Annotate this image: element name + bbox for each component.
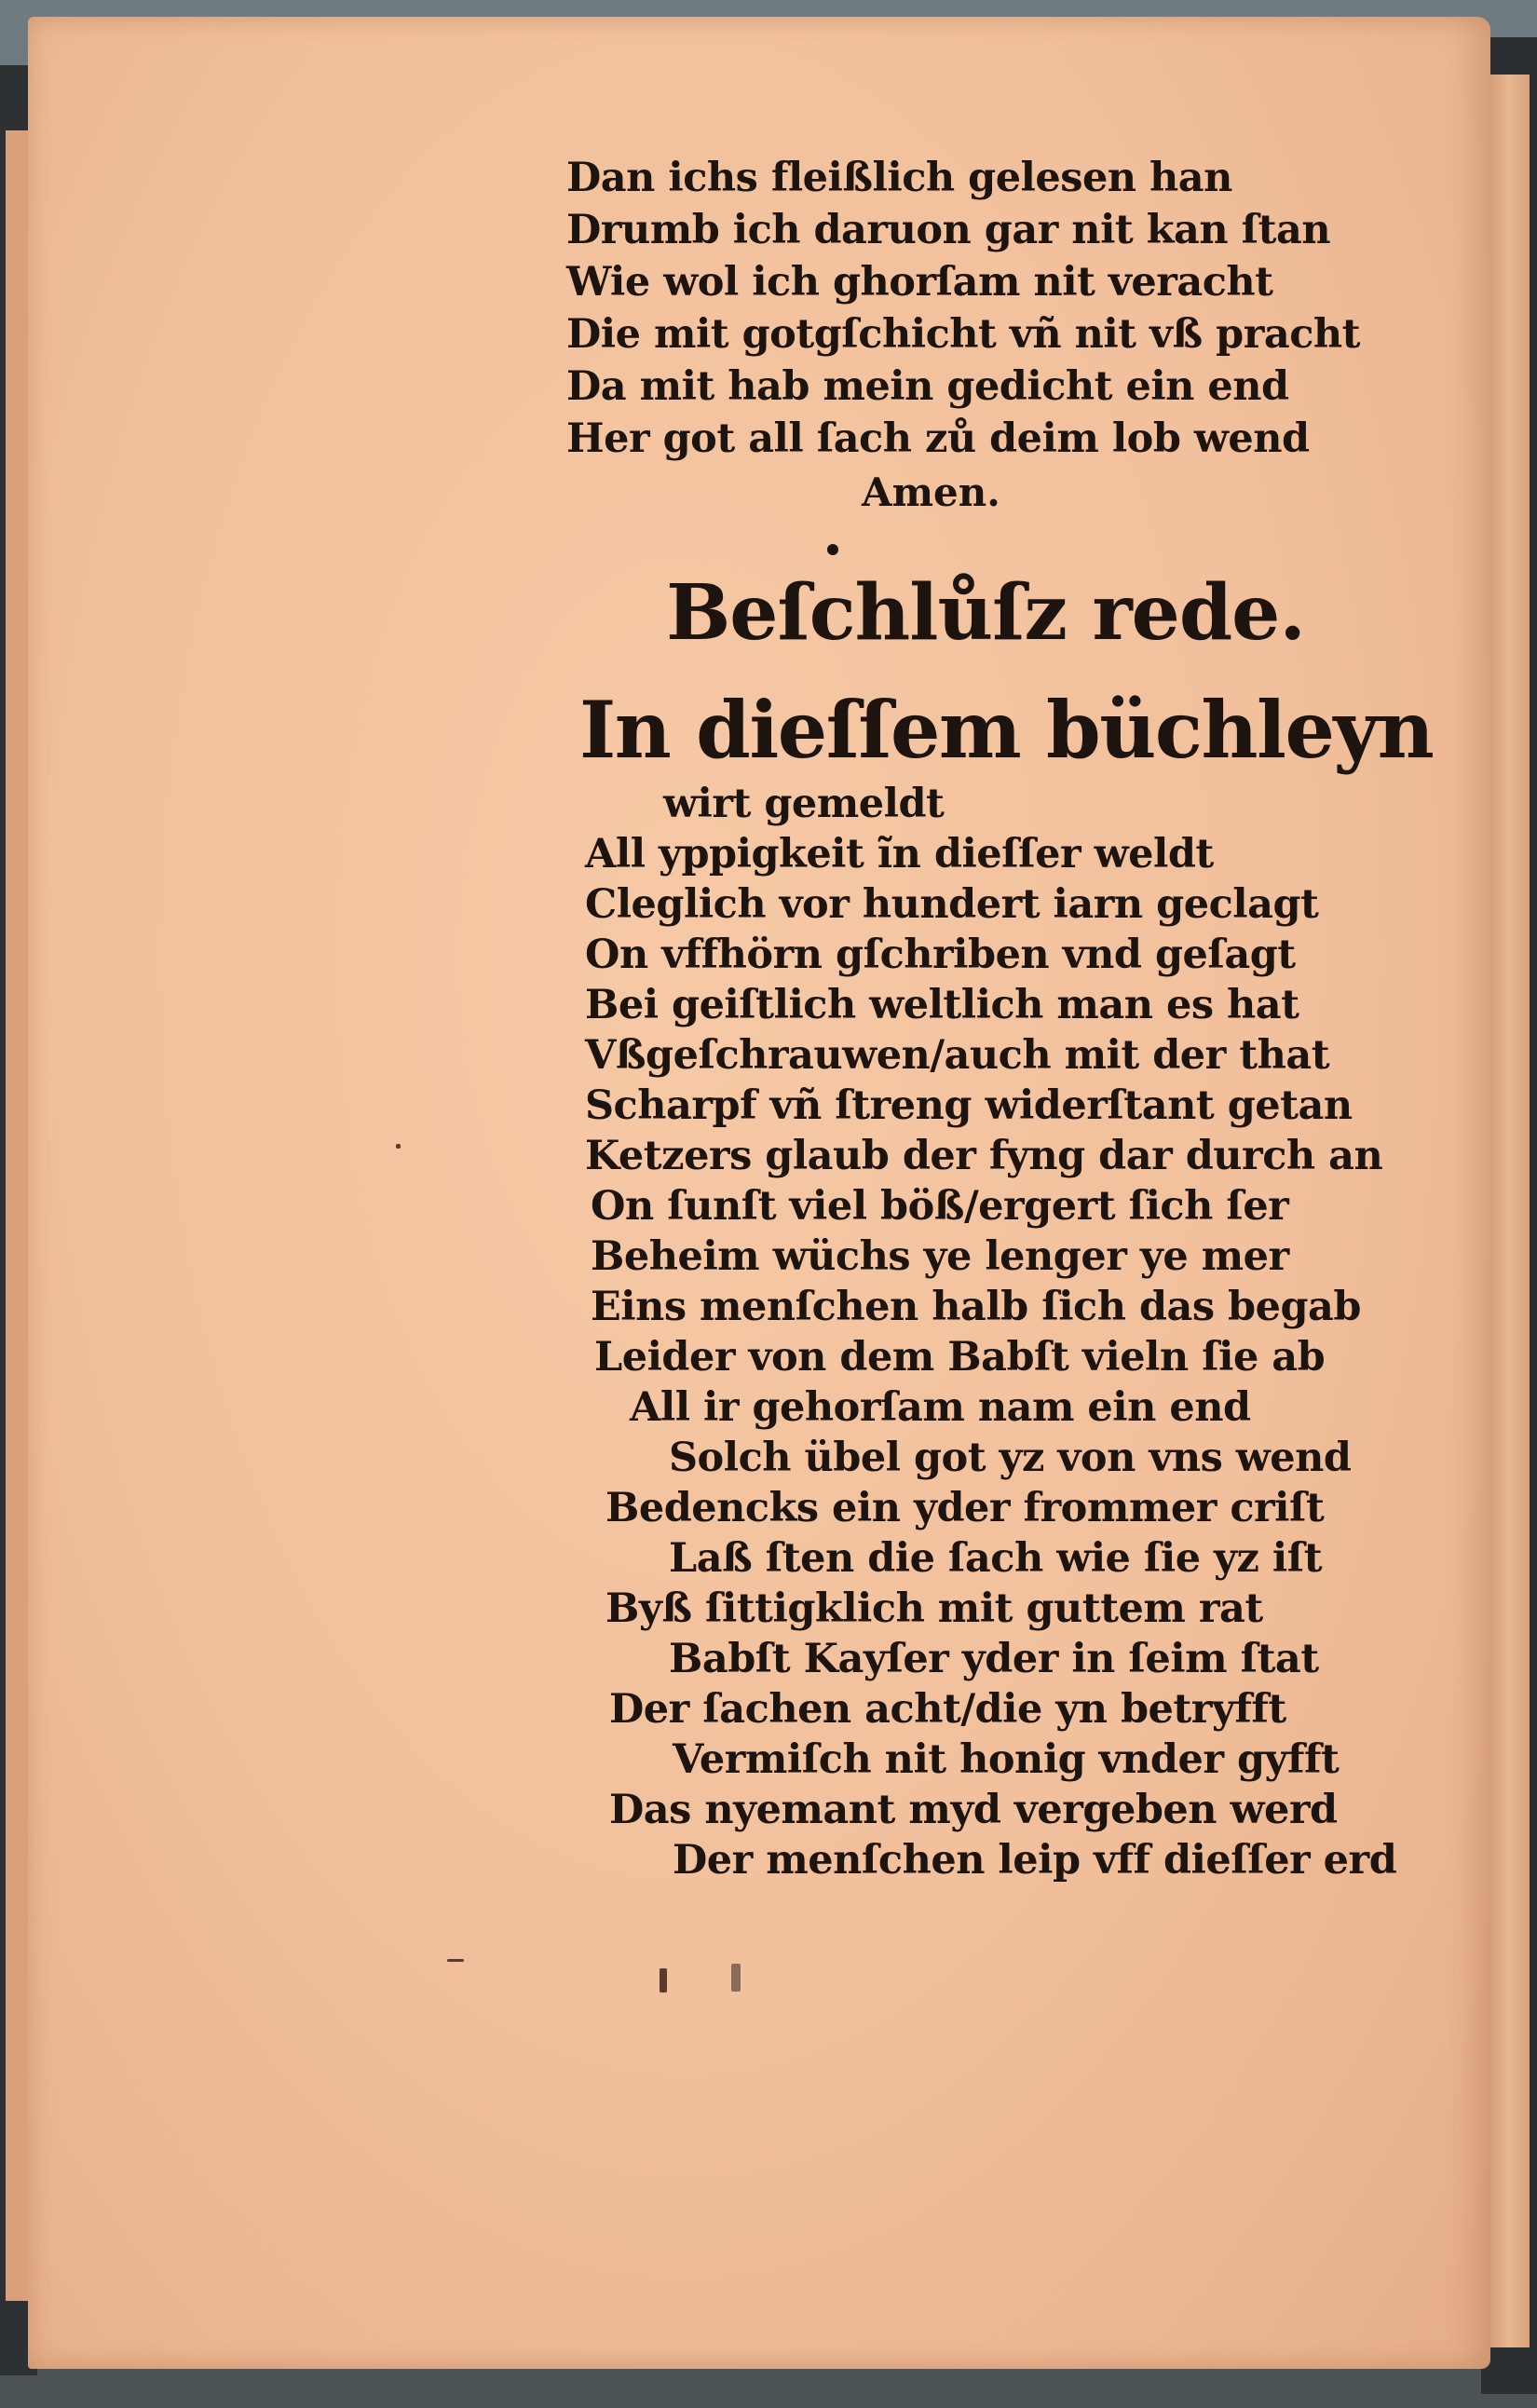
verse-line: Laß ſten die ſach wie ſie yz iſt: [669, 1535, 1323, 1582]
poem-line: Wie wol ich ghorſam nit veracht: [566, 259, 1273, 306]
book-heading: In dieſſem büchleyn: [579, 684, 1434, 776]
poem-line: Die mit gotgſchicht vñ nit vß pracht: [566, 311, 1361, 358]
verse-line: Solch übel got yz von vns wend: [669, 1435, 1352, 1481]
verse-line: On ſunſt viel böß/ergert ſich ſer: [591, 1183, 1289, 1230]
separator-dot: [827, 544, 838, 555]
paper-stain: [731, 1964, 741, 1992]
poem-line: Da mit hab mein gedicht ein end: [566, 363, 1289, 410]
closing-heading: Beſchlůſz rede.: [666, 568, 1305, 658]
verse-line: Beheim wüchs ye lenger ye mer: [591, 1233, 1289, 1280]
poem-line: Drumb ich daruon gar nit kan ſtan: [566, 207, 1331, 253]
verse-line: Cleglich vor hundert iarn geclagt: [585, 881, 1319, 928]
poem-line: Dan ichs fleißlich gelesen han: [566, 155, 1232, 201]
book-page: [28, 17, 1490, 2369]
verse-line: All yppigkeit ĩn dieſſer weldt: [585, 831, 1214, 877]
verse-line: Vermiſch nit honig vnder gyfft: [673, 1736, 1340, 1783]
amen: Amen.: [862, 469, 1000, 515]
verse-line: Bei geiſtlich weltlich man es hat: [585, 982, 1299, 1028]
verse-line: wirt gemeldt: [663, 781, 945, 827]
verse-line: All ir gehorſam nam ein end: [630, 1384, 1251, 1431]
verse-line: Bedencks ein yder frommer criſt: [605, 1485, 1325, 1531]
verse-line: Scharpf vñ ſtreng widerſtant getan: [585, 1082, 1353, 1129]
paper-speck: [396, 1144, 401, 1149]
poem-line: Her got all ſach zů deim lob wend: [566, 415, 1310, 462]
verse-line: Vßgeſchrauwen/auch mit der that: [585, 1032, 1330, 1079]
verse-line: Der menſchen leip vff dieſſer erd: [673, 1837, 1397, 1884]
verse-line: Ketzers glaub der fyng dar durch an: [585, 1133, 1383, 1179]
verse-line: Babſt Kayſer yder in ſeim ſtat: [669, 1636, 1319, 1682]
verse-line: Der ſachen acht/die yn betryfft: [609, 1686, 1286, 1733]
verse-line: Byß ſittigklich mit guttem rat: [605, 1585, 1263, 1632]
verse-line: Eins menſchen halb ſich das begab: [591, 1284, 1361, 1330]
paper-speck: [447, 1959, 464, 1962]
paper-stain: [660, 1968, 667, 1993]
verse-line: On vffhörn gſchriben vnd geſagt: [585, 932, 1296, 978]
verse-line: Leider von dem Babſt vieln ſie ab: [594, 1334, 1326, 1381]
page-text: [28, 17, 1490, 2369]
verse-line: Das nyemant myd vergeben werd: [609, 1787, 1338, 1833]
